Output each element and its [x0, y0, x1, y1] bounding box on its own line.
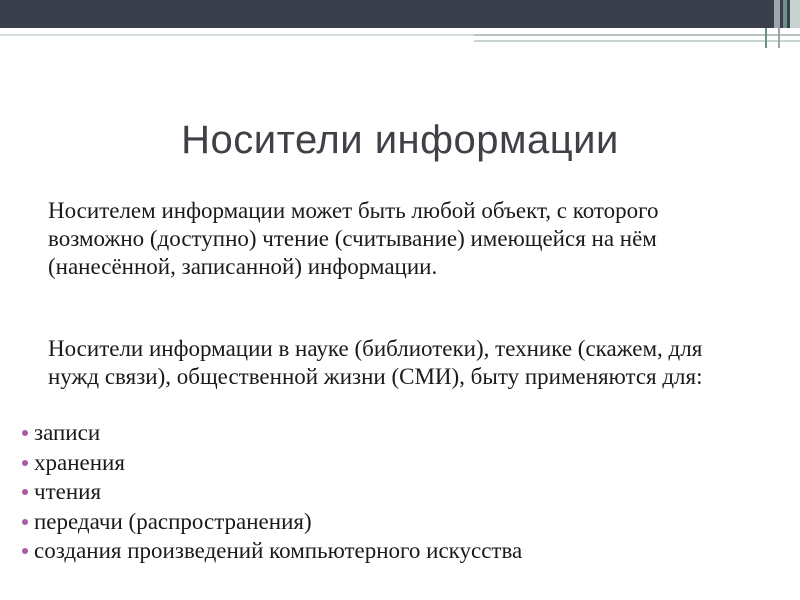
slide-title: Носители информации: [181, 118, 619, 162]
bullet-icon: [22, 460, 28, 466]
list-item: [22, 448, 522, 478]
header-accent-stripe: [774, 0, 780, 28]
header-decoration: [778, 28, 780, 48]
list-item-label: чтения: [34, 479, 102, 504]
header-accent-stripe: [783, 0, 787, 28]
list-item-label: создания произведений компьютерного искусства: [34, 538, 523, 563]
header-decoration: [765, 28, 767, 48]
bullet-icon: [22, 548, 28, 554]
list-item: [22, 418, 522, 448]
header-divider-accent: [474, 34, 800, 36]
definition-paragraph: Носителем информации может быть любой объект, с которого возможно (доступно) чтение (считывание) имеющейся на нём (нанесённой, записанной) информации.: [48, 198, 659, 279]
list-item-label: хранения: [34, 449, 125, 475]
bullet-icon: [22, 519, 28, 525]
list-item: [22, 477, 522, 507]
usage-list: [22, 418, 522, 566]
bullet-icon: [22, 430, 28, 436]
bullet-icon: [22, 489, 28, 495]
list-item: [22, 507, 522, 537]
list-item-label: записи: [34, 420, 101, 445]
list-item-label: передачи (распространения): [34, 508, 312, 534]
header-bar: [0, 0, 800, 28]
header-accent-stripe: [790, 0, 800, 28]
list-item: [22, 536, 522, 566]
header-divider-accent: [474, 40, 800, 42]
usage-paragraph: Носители информации в науке (библиотеки), технике (скажем, для нужд связи), общественной жизни (СМИ), быту применяются для:: [48, 336, 703, 389]
